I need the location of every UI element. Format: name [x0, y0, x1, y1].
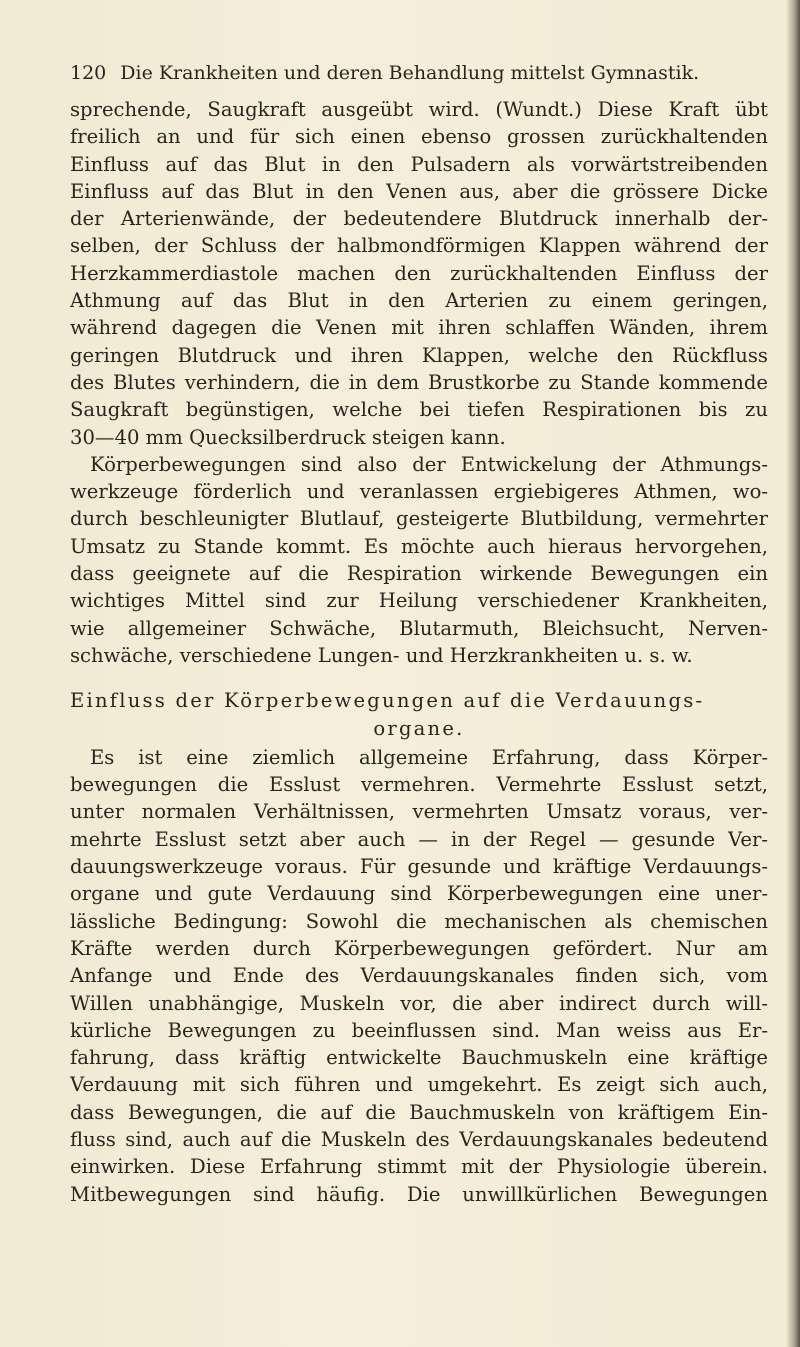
text-line: Herzkammerdiastole machen den zurückhaltenden Einfluss der — [70, 261, 768, 285]
text-line: Körperbewegungen sind also der Entwickelung der Athmungs- — [90, 452, 768, 476]
text-line: des Blutes verhindern, die in dem Brustkorbe zu Stande kommende — [70, 370, 768, 394]
paragraph-body-movements — [70, 451, 768, 669]
text-line: wie allgemeiner Schwäche, Blutarmuth, Bleichsucht, Nerven- — [70, 616, 768, 640]
text-line: unter normalen Verhältnissen, vermehrten Umsatz voraus, ver- — [70, 800, 768, 824]
text-line: Mitbewegungen sind häufig. Die unwillkürlichen Bewegungen — [70, 1182, 768, 1206]
running-header — [70, 58, 770, 88]
text-line: während dagegen die Venen mit ihren schlaffen Wänden, ihrem — [70, 316, 768, 340]
text-line: werkzeuge förderlich und veranlassen ergiebigeres Athmen, wo- — [70, 480, 768, 504]
text-line: Saugkraft begünstigen, welche bei tiefen Respirationen bis zu — [70, 398, 768, 422]
text-line: wichtiges Mittel sind zur Heilung verschiedener Krankheiten, — [70, 589, 768, 613]
text-line: Umsatz zu Stande kommt. Es möchte auch hieraus hervorgehen, — [70, 534, 768, 558]
text-line: selben, der Schluss der halbmondförmigen Klappen während der — [70, 234, 768, 258]
text-line: bewegungen die Esslust vermehren. Vermehrte Esslust setzt, — [70, 773, 768, 797]
running-title: Die Krankheiten und deren Behandlung mittelst Gymnastik. — [120, 62, 700, 84]
text-line: Kräfte werden durch Körperbewegungen gefördert. Nur am — [70, 936, 768, 960]
section-heading-line: organe. — [373, 716, 465, 740]
text-line: lässliche Bedingung: Sowohl die mechanischen als chemischen — [70, 909, 768, 933]
text-line: Einfluss auf das Blut in den Venen aus, aber die grössere Dicke — [70, 179, 768, 203]
text-line: Willen unabhängige, Muskeln vor, die aber indirect durch will- — [70, 991, 768, 1015]
text-line: Verdauung mit sich führen und umgekehrt. Es zeigt sich auch, — [70, 1073, 768, 1097]
page-body — [70, 96, 768, 1208]
text-line: Athmung auf das Blut in den Arterien zu einem geringen, — [70, 289, 768, 313]
text-line: Es ist eine ziemlich allgemeine Erfahrung, dass Körper- — [90, 745, 768, 769]
text-line: organe und gute Verdauung sind Körperbewegungen eine uner- — [70, 882, 768, 906]
paragraph-respiration — [70, 96, 768, 451]
text-line: der Arterienwände, der bedeutendere Blutdruck innerhalb der- — [70, 207, 768, 231]
section-heading-line: Einfluss der Körperbewegungen auf die Verdauungs- — [70, 689, 705, 713]
text-line: dass geeignete auf die Respiration wirkende Bewegungen ein — [70, 562, 768, 586]
text-line: Einfluss auf das Blut in den Pulsadern als vorwärtstreibenden — [70, 152, 768, 176]
text-line: 30—40 mm Quecksilberdruck steigen kann. — [70, 425, 506, 449]
paragraph-digestion — [70, 744, 768, 1208]
text-line: dass Bewegungen, die auf die Bauchmuskeln von kräftigem Ein- — [70, 1100, 768, 1124]
text-line: fluss sind, auch auf die Muskeln des Verdauungskanales bedeutend — [70, 1127, 768, 1151]
text-line: Anfange und Ende des Verdauungskanales finden sich, vom — [70, 964, 768, 988]
text-line: geringen Blutdruck und ihren Klappen, welche den Rückfluss — [70, 343, 768, 367]
text-line: kürliche Bewegungen zu beeinflussen sind. Man weiss aus Er- — [70, 1018, 768, 1042]
text-line: dauungswerkzeuge voraus. Für gesunde und kräftige Verdauungs- — [70, 855, 768, 879]
text-line: sprechende, Saugkraft ausgeübt wird. (Wundt.) Diese Kraft übt — [70, 98, 768, 121]
text-line: mehrte Esslust setzt aber auch — in der Regel — gesunde Ver- — [70, 827, 768, 851]
text-line: einwirken. Diese Erfahrung stimmt mit der Physiologie überein. — [70, 1155, 768, 1179]
page-number: 120 — [70, 62, 107, 84]
page-edge-shadow — [786, 0, 800, 1347]
text-line: freilich an und für sich einen ebenso grossen zurückhaltenden — [70, 125, 768, 149]
section-heading — [70, 687, 768, 742]
text-line: fahrung, dass kräftig entwickelte Bauchmuskeln eine kräftige — [70, 1046, 768, 1070]
text-line: schwäche, verschiedene Lungen- und Herzkrankheiten u. s. w. — [70, 643, 693, 667]
text-line: durch beschleunigter Blutlauf, gesteigerte Blutbildung, vermehrter — [70, 507, 768, 531]
